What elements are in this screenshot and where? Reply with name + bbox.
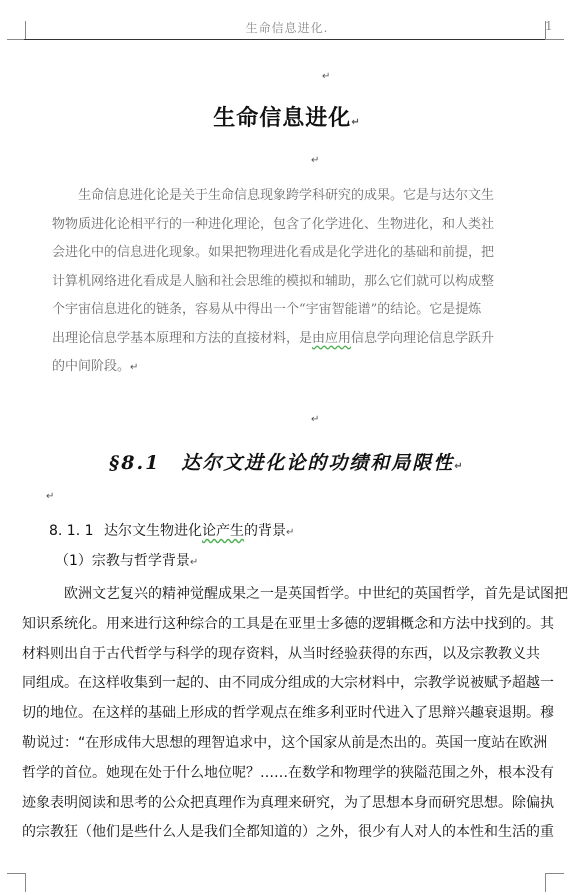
paragraph-mark: ↵ bbox=[130, 362, 139, 373]
paragraph-mark: ↵ bbox=[285, 527, 295, 538]
crop-mark-bottom-left bbox=[7, 873, 26, 892]
abstract-paragraph[interactable] bbox=[52, 182, 530, 382]
subsubsection-heading[interactable] bbox=[55, 550, 198, 570]
spellcheck-underline-text: 由应用 bbox=[312, 330, 352, 346]
body-paragraph[interactable] bbox=[22, 580, 568, 848]
body-line: 切的地位。在这样的基础上形成的哲学观点在维多利亚时代进入了思辩兴趣衰退期。穆 bbox=[22, 705, 554, 722]
header-rule bbox=[24, 39, 545, 40]
crop-mark-bottom-right bbox=[545, 873, 564, 892]
abstract-line-text: 信息学向理论信息学跃升 bbox=[351, 330, 495, 346]
abstract-line-text: 的中间阶段。 bbox=[52, 359, 131, 374]
paragraph-mark: ↵ bbox=[311, 155, 320, 166]
paragraph-mark: ↵ bbox=[454, 461, 465, 472]
section-heading[interactable] bbox=[0, 448, 574, 475]
subsection-title-tail: 的背景 bbox=[243, 523, 286, 539]
abstract-line-text: 出理论信息学基本原理和方法的直接材料，是 bbox=[52, 330, 313, 346]
body-line: 同组成。在这样收集到一起的、由不同成分组成的大宗材料中，宗教学说被赋予超越一 bbox=[22, 675, 554, 692]
paragraph-mark: ↵ bbox=[351, 117, 361, 128]
page-number: 1 bbox=[545, 19, 553, 33]
subsection-number: 8. 1. 1 bbox=[49, 523, 94, 539]
subsection-title: 达尔文生物进化 bbox=[103, 523, 202, 539]
body-line: 迹象表明阅读和思考的公众把真理作为真理来研究，为了思想本身而研究思想。除偏执 bbox=[22, 794, 554, 811]
running-header: 生命信息进化. bbox=[245, 21, 329, 35]
chapter-title-text: 生命信息进化 bbox=[213, 106, 352, 131]
paragraph-mark: ↵ bbox=[311, 414, 320, 425]
abstract-line bbox=[52, 353, 530, 382]
body-line: 勒说过：“在形成伟大思想的理智追求中，这个国家从前是杰出的。英国一度站在欧洲 bbox=[22, 734, 548, 751]
spellcheck-underline-text: 论产生 bbox=[201, 523, 244, 539]
section-heading-text: §8.1 达尔文进化论的功绩和局限性 bbox=[109, 452, 455, 474]
paragraph-mark: ↵ bbox=[322, 71, 331, 82]
body-line: 欧洲文艺复兴的精神觉醒成果之一是英国哲学。中世纪的英国哲学，首先是试图把 bbox=[64, 586, 568, 602]
body-line: 哲学的首位。她现在处于什么地位呢？……在数学和物理学的狭隘范围之外，根本没有 bbox=[22, 764, 554, 781]
abstract-line: 生命信息进化论是关于生命信息现象跨学科研究的成果。它是与达尔文生 bbox=[78, 188, 495, 203]
body-line: 的宗教狂（他们是些什么人是我们全都知道的）之外，很少有人对人的本性和生活的重 bbox=[22, 824, 554, 841]
abstract-line: 物物质进化论相平行的一种进化理论，包含了化学进化、生物进化，和人类社 bbox=[52, 216, 495, 232]
paragraph-mark: ↵ bbox=[46, 491, 55, 502]
body-line: 材料则出自于古代哲学与科学的现存资料，从当时经验获得的东西，以及宗教教义共 bbox=[22, 645, 540, 662]
abstract-line: 个宇宙信息进化的链条，容易从中得出一个“宇宙智能谱”的结论。它是提炼 bbox=[52, 302, 482, 317]
subsubsection-title: （1）宗教与哲学背景 bbox=[55, 553, 190, 569]
paragraph-mark: ↵ bbox=[189, 557, 199, 568]
abstract-line: 计算机网络进化看成是人脑和社会思维的模拟和辅助，那么它们就可以构成整 bbox=[52, 273, 495, 289]
body-line: 知识系统化。用来进行这种综合的工具是在亚里士多德的逻辑概念和方法中找到的。其 bbox=[22, 615, 554, 632]
abstract-line bbox=[52, 325, 530, 354]
chapter-title[interactable] bbox=[0, 101, 574, 132]
abstract-line: 会进化中的信息进化现象。如果把物理进化看成是化学进化的基础和前提，把 bbox=[52, 245, 495, 260]
subsection-heading[interactable] bbox=[49, 520, 294, 540]
